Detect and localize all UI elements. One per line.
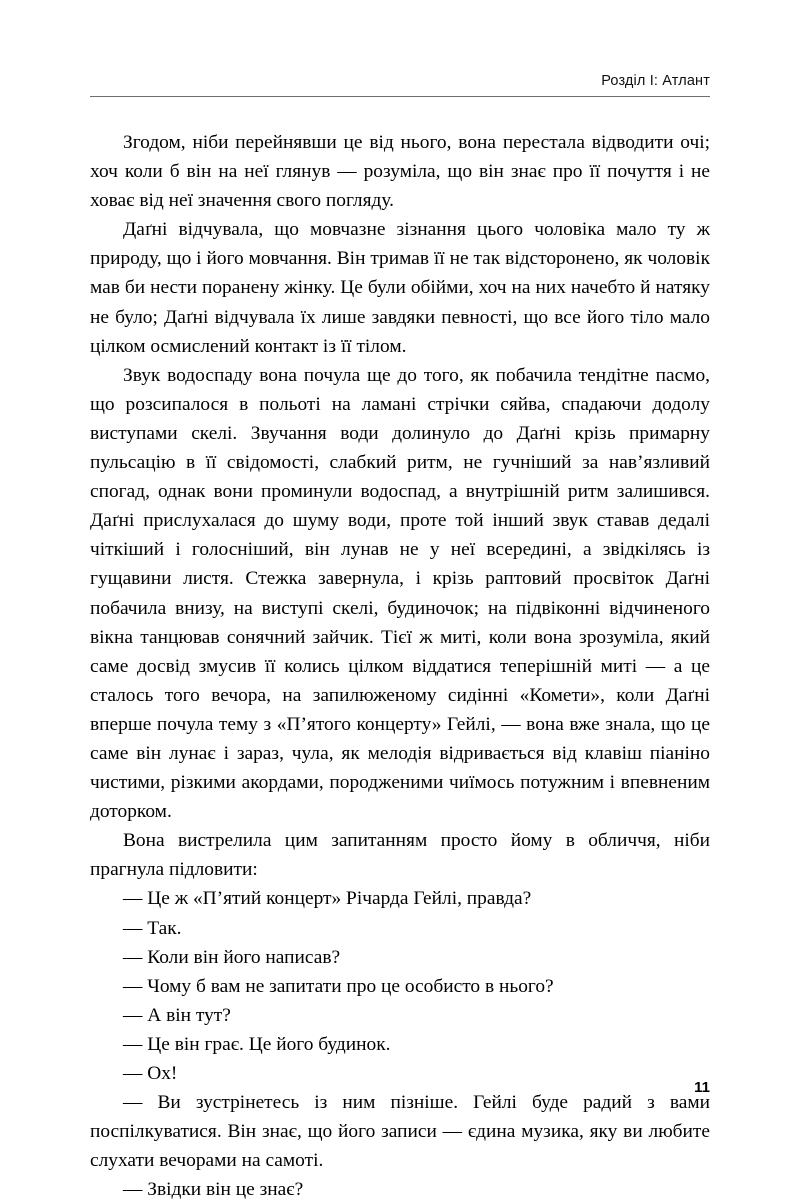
dialogue-line: — Ви зустрінетесь із ним пізніше. Гейлі буде радий з вами поспілкуватися. Він знає, що його записи — єдина музика, яку ви любите слухати вечорами на самоті. [90,1092,710,1172]
text-column [90,128,710,1204]
dialogue-line: — Це він грає. Це його будинок. [123,1033,391,1055]
dialogue-line: — Чому б вам не запитати про це особисто в нього? [123,975,554,997]
dialogue-line: — Звідки він це знає? [123,1179,304,1201]
dialogue-line: — Ох! [123,1063,178,1084]
dialogue-line: — Це ж «П’ятий концерт» Річарда Гейлі, правда? [123,888,532,910]
paragraph: Даґні відчувала, що мовчазне зізнання цього чоловіка мало ту ж природу, що і його мовчання. Він тримав її не так відсторонено, як чоловік мав би нести поранену жінку. Це були обійми, хоч на них начебто й натяку не було; Даґні відчувала їх лише завдяки певності, що все його тіло мало цілком осмислений контакт із її тілом. [90,219,710,357]
paragraph: Вона вистрелила цим запитанням просто йому в обличчя, ніби прагнула підловити: [90,830,710,881]
paragraph: Згодом, ніби перейнявши це від нього, вона перестала відводити очі; хоч коли б він на неї глянув — розуміла, що він знає про її почуття і не ховає від неї значення свого погляду. [90,132,710,212]
running-head: Розділ І: Атлант [601,73,710,89]
header-rule [90,96,710,97]
dialogue-line: — А він тут? [123,1004,231,1026]
dialogue-line: — Так. [123,917,182,939]
page-number: 11 [694,1079,710,1096]
paragraph: Звук водоспаду вона почула ще до того, як побачила тендітне пасмо, що розсипалося в польоті на ламані стрічки сяйва, спадаючи додолу виступами скелі. Звучання води долинуло до Даґні крізь примарну пульсацію в її свідомості, слабкий ритм, не гучніший за нав’язливий спогад, однак вони проминули водоспад, а внутрішній ритм залишився. Даґні прислухалася до шуму води, проте той інший звук ставав дедалі чіткіший і голосніший, він лунав не у неї всередині, а звідкілясь із гущавини листя. Стежка завернула, і крізь раптовий просвіток Даґні побачила внизу, на виступі скелі, будиночок; на підвіконні відчиненого вікна танцював сонячний зайчик. Тієї ж миті, коли вона зрозуміла, який саме досвід змусив її колись цілком віддатися теперішній миті — а це сталось того вечора, на запилюженому сидінні «Комети», коли Даґні вперше почула тему з «П’ятого концерту» Гейлі, — вона вже знала, що це саме він лунає і зараз, чула, як мелодія відривається від клавіш піаніно чистими, різкими акордами, породженими чиїмось потужним і впевненим доторком. [90,364,710,823]
dialogue-line: — Коли він його написав? [123,946,341,968]
